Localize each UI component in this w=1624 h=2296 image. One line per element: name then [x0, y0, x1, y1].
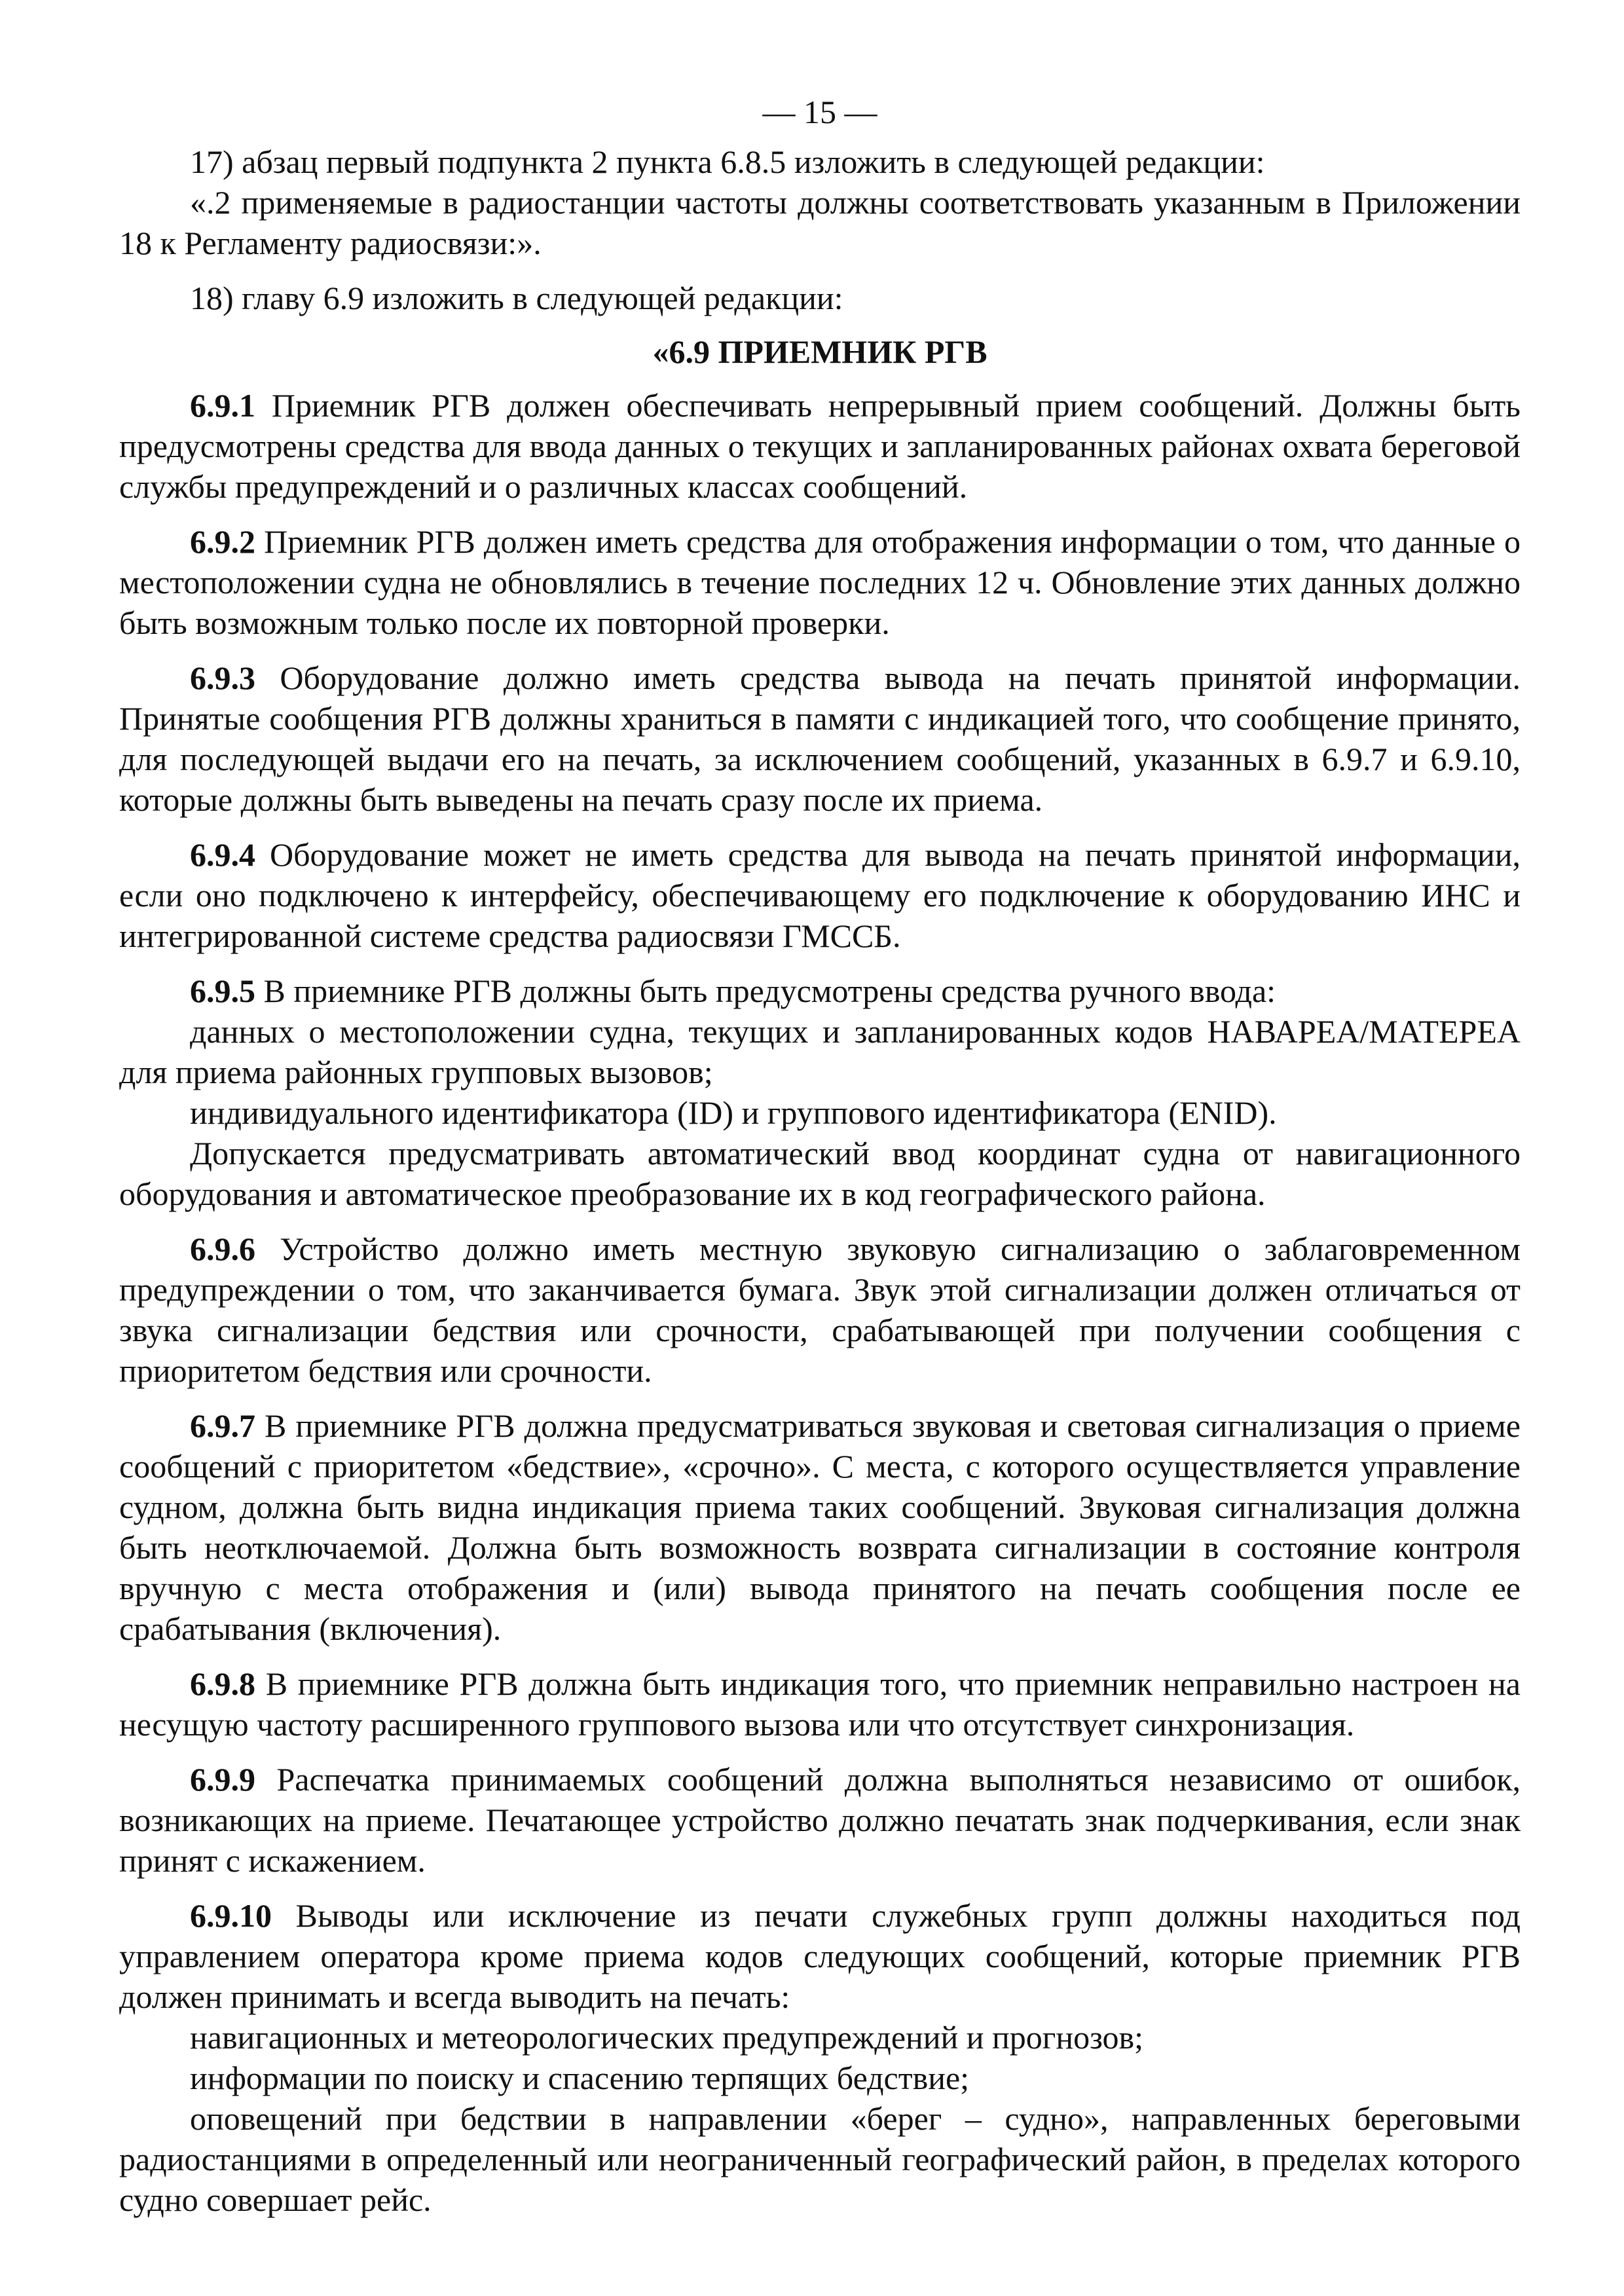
amendment-item-18: 18) главу 6.9 изложить в следующей редакции:: [190, 280, 843, 316]
clause-6-9-6: [119, 1229, 1521, 1391]
clause-text: Приемник РГВ должен иметь средства для отображения информации о том, что данные о местоположении судна не обновлялись в течение последних 12 ч. Обновление этих данных должно быть возможным только после их повторной проверки.: [119, 523, 1521, 641]
clause-text: Приемник РГВ должен обеспечивать непрерывный прием сообщений. Должны быть предусмотрены средства для ввода данных о текущих и запланированных районах охвата береговой службы предупреждений и о различных классах сообщений.: [119, 387, 1521, 505]
list-item: навигационных и метеорологических предупреждений и прогнозов;: [190, 2019, 1144, 2056]
clause-6-9-1: [119, 385, 1521, 507]
clause-6-9-3: [119, 657, 1521, 820]
list-item: Допускается предусматривать автоматический ввод координат судна от навигационного оборудования и автоматическое преобразование их в код географического района.: [119, 1135, 1521, 1212]
clause-text: Распечатка принимаемых сообщений должна выполняться независимо от ошибок, возникающих на приеме. Печатающее устройство должно печатать знак подчеркивания, если знак принят с искажением.: [119, 1761, 1521, 1879]
amendment-item-17: 17) абзац первый подпункта 2 пункта 6.8.5 изложить в следующей редакции:: [190, 143, 1265, 180]
clause-text: Оборудование должно иметь средства вывода на печать принятой информации. Принятые сообщения РГВ должны храниться в памяти с индикацией того, что сообщение принято, для последующей выдачи его на печать, за исключением сообщений, указанных в 6.9.7 и 6.9.10, которые должны быть выведены на печать сразу после их приема.: [119, 659, 1521, 818]
list-item: информации по поиску и спасению терпящих бедствие;: [190, 2060, 970, 2096]
chapter-title: «6.9 ПРИЕМНИК РГВ: [652, 333, 987, 370]
clause-number: 6.9.3: [190, 659, 255, 696]
clause-text: Устройство должно иметь местную звуковую сигнализацию о заблаговременном предупреждении о том, что заканчивается бумага. Звук этой сигнализации должен отличаться от звука сигнализации бедствия или срочности, срабатывающей при получении сообщения с приоритетом бедствия или срочности.: [119, 1231, 1521, 1389]
clause-text: В приемнике РГВ должна быть индикация того, что приемник неправильно настроен на несущую частоту расширенного группового вызова или что отсутствует синхронизация.: [119, 1665, 1521, 1743]
clause-6-9-4: [119, 834, 1521, 956]
clause-6-9-5: [119, 971, 1521, 1011]
clause-number: 6.9.10: [190, 1897, 272, 1934]
document-page: [119, 92, 1521, 2220]
clause-text: В приемнике РГВ должны быть предусмотрены средства ручного ввода:: [255, 972, 1276, 1009]
clause-6-9-2: [119, 521, 1521, 643]
clause-number: 6.9.7: [190, 1407, 255, 1444]
clause-6-9-8: [119, 1663, 1521, 1745]
clause-text: Оборудование может не иметь средства для вывода на печать принятой информации, если оно подключено к интерфейсу, обеспечивающему его подключение к оборудованию ИНС и интегрированной системе средства радиосвязи ГМССБ.: [119, 836, 1521, 954]
clause-number: 6.9.9: [190, 1761, 255, 1798]
clause-6-9-7: [119, 1405, 1521, 1649]
clause-6-9-9: [119, 1759, 1521, 1881]
list-item: индивидуального идентификатора (ID) и группового идентификатора (ENID).: [190, 1094, 1277, 1131]
list-item: данных о местоположении судна, текущих и запланированных кодов НАВАРЕА/МАТЕРЕА для приема районных групповых вызовов;: [119, 1013, 1521, 1090]
clause-number: 6.9.4: [190, 836, 255, 873]
clause-number: 6.9.1: [190, 387, 255, 424]
clause-number: 6.9.5: [190, 972, 255, 1009]
clause-number: 6.9.6: [190, 1231, 255, 1267]
clause-number: 6.9.8: [190, 1665, 255, 1702]
clause-text: В приемнике РГВ должна предусматриваться звуковая и световая сигнализация о приеме сообщений с приоритетом «бедствие», «срочно». С места, с которого осуществляется управление судном, должна быть видна индикация приема таких сообщений. Звуковая сигнализация должна быть неотключаемой. Должна быть возможность возврата сигнализации в состояние контроля вручную с места отображения и (или) вывода принятого на печать сообщения после ее срабатывания (включения).: [119, 1407, 1521, 1647]
amendment-item-17-quote: «.2 применяемые в радиостанции частоты должны соответствовать указанным в Приложении 18 к Регламенту радиосвязи:».: [119, 184, 1521, 261]
clause-number: 6.9.2: [190, 523, 255, 560]
clause-text: Выводы или исключение из печати служебных групп должны находиться под управлением оператора кроме приема кодов следующих сообщений, которые приемник РГВ должен принимать и всегда выводить на печать:: [119, 1897, 1521, 2015]
list-item: оповещений при бедствии в направлении «берег – судно», направленных береговыми радиостанциями в определенный или неограниченный географический район, в пределах которого судно совершает рейс.: [119, 2100, 1521, 2218]
clause-6-9-10: [119, 1895, 1521, 2017]
page-number: — 15 —: [762, 94, 877, 130]
